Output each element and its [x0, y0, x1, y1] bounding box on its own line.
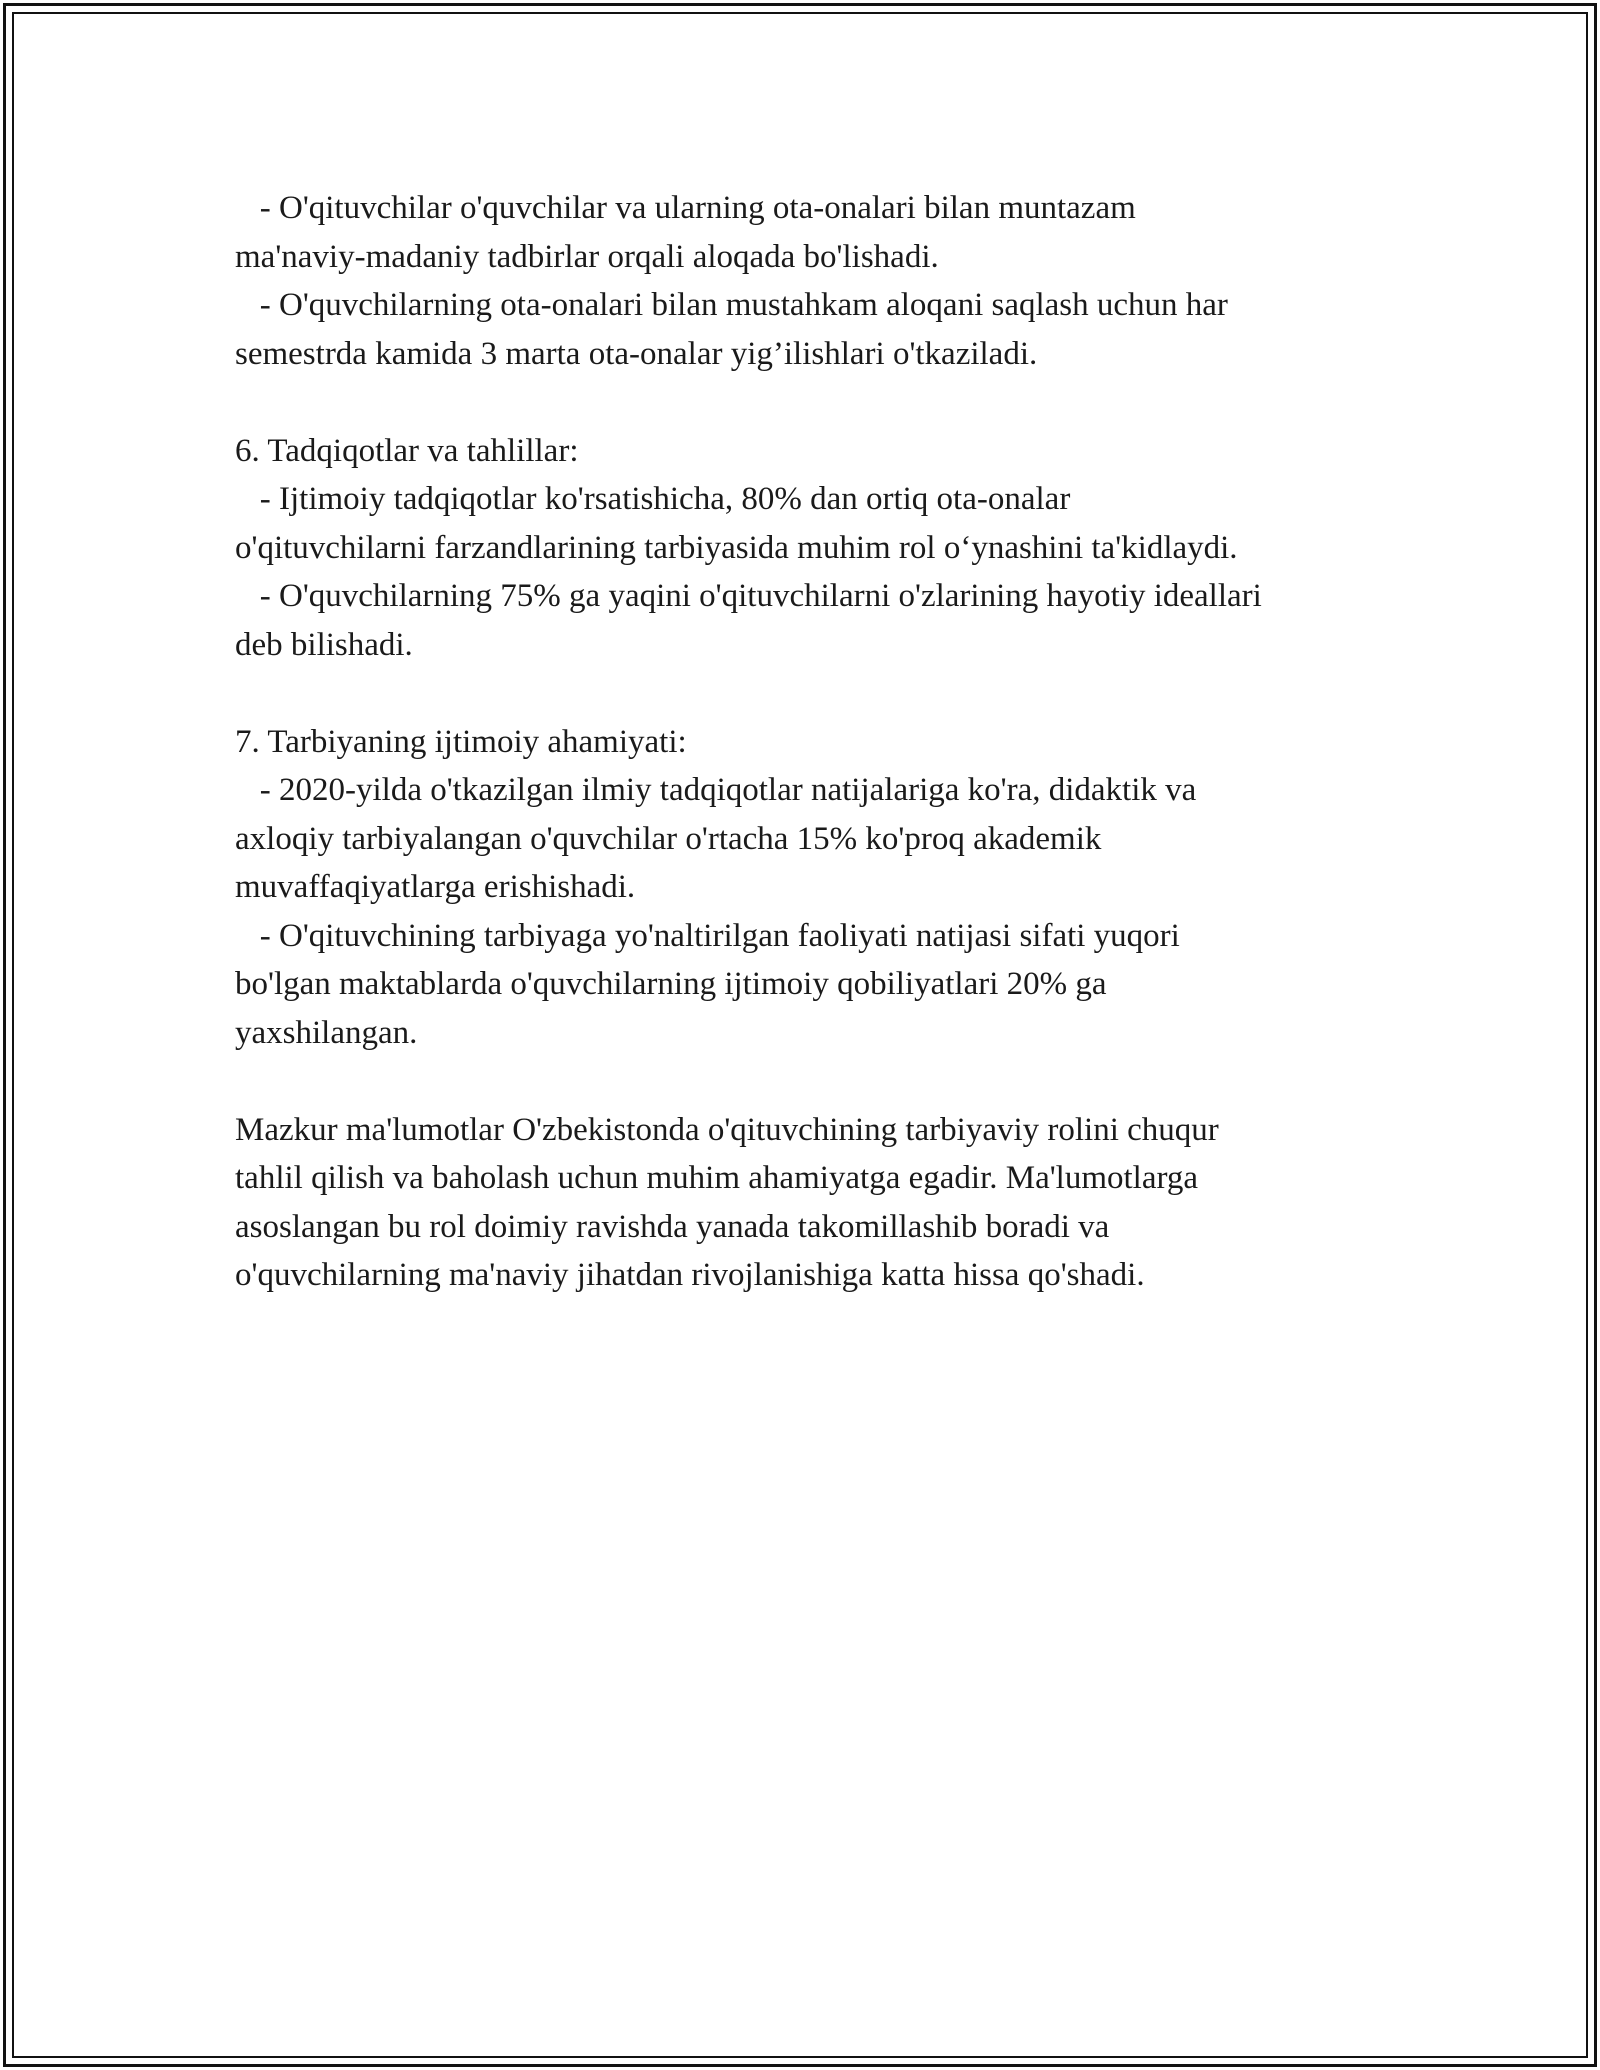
text-line: muvaffaqiyatlarga erishishadi. [235, 869, 636, 905]
text-line: - O'quvchilarning 75% ga yaqini o'qituvchilarni o'zlarining hayotiy ideallari [235, 578, 1262, 614]
text-line: - O'quvchilarning ota-onalari bilan mustahkam aloqani saqlash uchun har [235, 287, 1228, 323]
text-line: - 2020-yilda o'tkazilgan ilmiy tadqiqotlar natijalariga ko'ra, didaktik va [235, 772, 1197, 808]
section-heading: 6. Tadqiqotlar va tahlillar: [235, 432, 579, 469]
conclusion-section [235, 1106, 1385, 1300]
text-line: yaxshilangan. [235, 1014, 418, 1051]
section-heading: 7. Tarbiyaning ijtimoiy ahamiyati: [235, 723, 687, 760]
contact-section [235, 184, 1385, 378]
text-line: o'quvchilarning ma'naviy jihatdan rivojlanishiga katta hissa qo'shadi. [235, 1257, 1145, 1293]
text-line: - O'qituvchining tarbiyaga yo'naltirilgan faoliyati natijasi sifati yuqori [235, 917, 1180, 954]
text-line: semestrda kamida 3 marta ota-onalar yig’ilishlari o'tkaziladi. [235, 335, 1038, 372]
paragraph-gap [235, 1057, 1385, 1106]
text-line: ma'naviy-madaniy tadbirlar orqali aloqada bo'lishadi. [235, 238, 939, 275]
text-line: axloqiy tarbiyalangan o'quvchilar o'rtacha 15% ko'proq akademik [235, 820, 1102, 857]
text-line: asoslangan bu rol doimiy ravishda yanada takomillashib boradi va [235, 1208, 1110, 1245]
social-importance-section [235, 718, 1385, 1058]
text-line: deb bilishadi. [235, 626, 413, 663]
text-line: tahlil qilish va baholash uchun muhim ahamiyatga egadir. Ma'lumotlarga [235, 1160, 1199, 1196]
text-line: o'qituvchilarni farzandlarining tarbiyasida muhim rol o‘ynashini ta'kidlaydi. [235, 529, 1238, 566]
text-line: - O'qituvchilar o'quvchilar va ularning ota-onalari bilan muntazam [235, 190, 1136, 226]
text-line: - Ijtimoiy tadqiqotlar ko'rsatishicha, 80% dan ortiq ota-onalar [235, 481, 1071, 517]
research-section [235, 427, 1385, 670]
document-body [235, 184, 1385, 1300]
text-line: bo'lgan maktablarda o'quvchilarning ijtimoiy qobiliyatlari 20% ga [235, 966, 1107, 1002]
paragraph-gap [235, 378, 1385, 427]
paragraph-gap [235, 669, 1385, 718]
text-line: Mazkur ma'lumotlar O'zbekistonda o'qituvchining tarbiyaviy rolini chuqur [235, 1111, 1219, 1148]
